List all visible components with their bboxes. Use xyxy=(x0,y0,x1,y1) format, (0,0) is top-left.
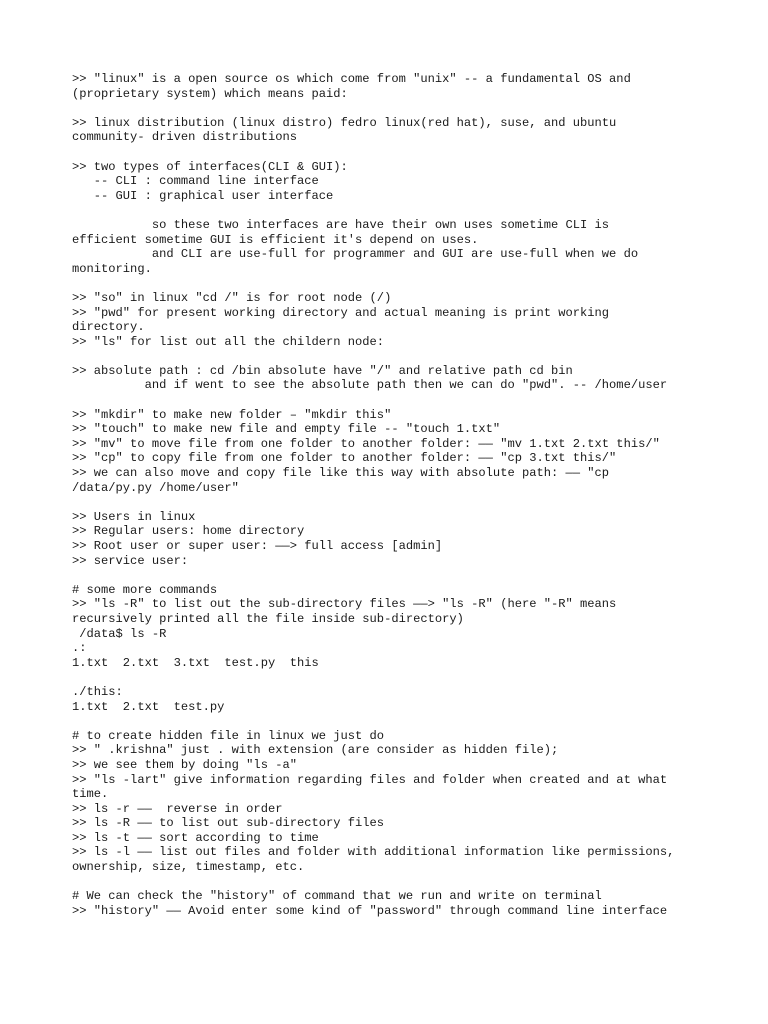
text-line: recursively printed all the file inside sub-directory) xyxy=(72,611,464,626)
text-line xyxy=(72,101,712,116)
text-line: 1.txt 2.txt 3.txt test.py this xyxy=(72,655,319,670)
text-line: # to create hidden file in linux we just do xyxy=(72,728,385,743)
text-line: time. xyxy=(72,787,109,802)
text-line: (proprietary system) which means paid: xyxy=(72,86,348,101)
text-line: # We can check the "history" of command that we run and write on terminal xyxy=(72,889,602,904)
text-line: >> we can also move and copy file like this way with absolute path: —— "cp xyxy=(72,466,610,481)
text-line xyxy=(72,276,712,291)
text-line xyxy=(72,875,712,890)
text-line: >> "history" —— Avoid enter some kind of "password" through command line interface xyxy=(72,903,668,918)
text-line: >> absolute path : cd /bin absolute have "/" and relative path cd bin xyxy=(72,363,573,378)
text-line: # some more commands xyxy=(72,582,218,597)
text-line: >> Root user or super user: ——> full access [admin] xyxy=(72,539,443,553)
text-line: >> service user: xyxy=(72,553,189,568)
text-line: ./this: xyxy=(72,684,123,699)
text-line: /data$ ls -R xyxy=(72,626,167,641)
text-line: >> "touch" to make new file and empty file -- "touch 1.txt" xyxy=(72,422,501,437)
text-line xyxy=(72,714,712,729)
text-line: /data/py.py /home/user" xyxy=(72,480,239,495)
text-line: >> "mv" to move file from one folder to another folder: —— "mv 1.txt 2.txt this/" xyxy=(72,436,660,451)
text-line xyxy=(72,203,712,218)
text-line: monitoring. xyxy=(72,261,152,276)
text-line: >> ls -l —— list out files and folder with additional information like permissions, xyxy=(72,845,675,860)
text-line: >> "so" in linux "cd /" is for root node (/) xyxy=(72,290,392,305)
text-line: >> ls -r —— reverse in order xyxy=(72,801,283,816)
text-line: >> ls -R —— to list out sub-directory files xyxy=(72,816,385,831)
text-line xyxy=(72,670,712,685)
text-line: ownership, size, timestamp, etc. xyxy=(72,860,305,875)
text-line: >> "linux" is a open source os which come from "unix" -- a fundamental OS and xyxy=(72,72,631,86)
text-line: and if went to see the absolute path then we can do "pwd". -- /home/user xyxy=(72,378,668,393)
text-line: 1.txt 2.txt test.py xyxy=(72,699,225,714)
text-line: >> "ls -R" to list out the sub-directory files ——> "ls -R" (here "-R" means xyxy=(72,597,617,612)
text-line: >> two types of interfaces(CLI & GUI): xyxy=(72,159,348,174)
text-line: >> Regular users: home directory xyxy=(72,524,305,539)
text-line xyxy=(72,349,712,364)
text-line: efficient sometime GUI is efficient it's depend on uses. xyxy=(72,232,479,247)
text-line: so these two interfaces are have their own uses sometime CLI is xyxy=(72,217,610,232)
text-line: >> linux distribution (linux distro) fedro linux(red hat), suse, and ubuntu xyxy=(72,115,617,130)
text-line: >> "cp" to copy file from one folder to another folder: —— "cp 3.txt this/" xyxy=(72,451,617,466)
text-line xyxy=(72,393,712,408)
text-line: community- driven distributions xyxy=(72,130,297,145)
text-line: >> Users in linux xyxy=(72,509,196,524)
text-line: >> we see them by doing "ls -a" xyxy=(72,757,297,772)
text-line: directory. xyxy=(72,320,145,335)
document-page xyxy=(72,72,712,918)
text-line: -- GUI : graphical user interface xyxy=(72,188,334,203)
text-line xyxy=(72,568,712,583)
text-line xyxy=(72,145,712,160)
text-line: >> " .krishna" just . with extension (are consider as hidden file); xyxy=(72,743,559,758)
text-line: >> ls -t —— sort according to time xyxy=(72,830,319,845)
text-line: >> "mkdir" to make new folder – "mkdir this" xyxy=(72,407,392,422)
text-line xyxy=(72,495,712,510)
text-line: >> "ls -lart" give information regarding files and folder when created and at what xyxy=(72,772,668,787)
text-line: .: xyxy=(72,641,87,656)
text-line: -- CLI : command line interface xyxy=(72,174,319,189)
text-line: >> "pwd" for present working directory and actual meaning is print working xyxy=(72,305,610,320)
text-line: >> "ls" for list out all the childern node: xyxy=(72,334,385,349)
text-line: and CLI are use-full for programmer and GUI are use-full when we do xyxy=(72,247,639,262)
